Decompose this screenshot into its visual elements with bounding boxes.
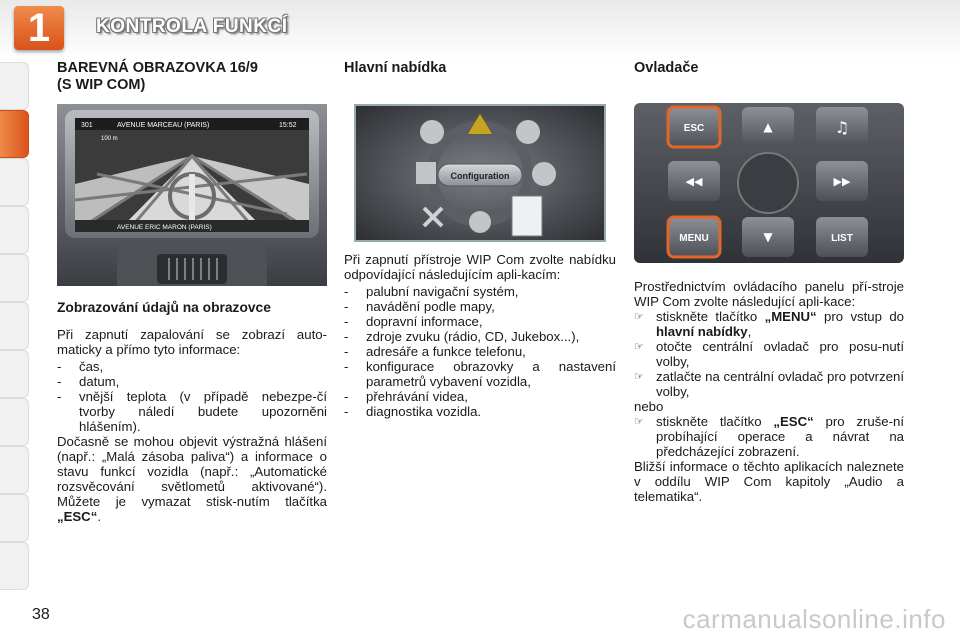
side-tab[interactable] xyxy=(0,302,29,350)
display-photo xyxy=(57,104,327,286)
music-note-icon: ♫ xyxy=(834,118,850,137)
pointer-icon: ☞ xyxy=(634,371,644,383)
pointer-icon: ☞ xyxy=(634,416,644,428)
fast-forward-icon: ▶▶ xyxy=(833,175,851,188)
side-tab[interactable] xyxy=(0,62,29,110)
section-heading-display: BAREVNÁ OBRAZOVKA 16/9 (S WIP COM) xyxy=(57,60,258,93)
paragraph-or: nebo xyxy=(634,399,664,414)
list-item: - navádění podle mapy, xyxy=(344,299,495,314)
paragraph: Prostřednictvím ovládacího panelu pří-stroje WIP Com zvolte následující apli-kace: xyxy=(634,279,904,309)
main-menu-photo xyxy=(354,104,606,242)
side-tab[interactable] xyxy=(0,206,29,254)
subheading-display-info: Zobrazování údajů na obrazovce xyxy=(57,300,271,315)
up-arrow-icon: ▲ xyxy=(763,120,773,134)
chapter-title: KONTROLA FUNKCÍ xyxy=(96,16,288,37)
rewind-icon: ◀◀ xyxy=(685,175,703,188)
chapter-number: 1 xyxy=(27,6,51,50)
paragraph: Dočasně se mohou objevit výstražná hlášení (např.: „Malá zásoba paliva“) a informace o stavu funkcí vozidla (např.: „Automatické rozsvěcování světlometů aktivované“). Můžete je vymazat stisk-nutím tlačítka „ESC“. xyxy=(57,434,327,524)
bullet-item: ☞ stiskněte tlačítko „MENU“ pro vstup do hlavní nabídky, xyxy=(634,309,905,339)
side-tab[interactable] xyxy=(0,254,29,302)
bullet-item: ☞ otočte centrální ovladač pro posu-nutí volby, xyxy=(634,339,904,369)
list-item: - datum, xyxy=(57,374,120,389)
info-list xyxy=(57,359,327,434)
list-item: - čas, xyxy=(57,359,104,374)
list-button-label: LIST xyxy=(831,233,853,244)
paragraph: Při zapnutí přístroje WIP Com zvolte nabídku odpovídající následujícím apli-kacím: xyxy=(344,252,616,282)
column-controls xyxy=(634,60,904,504)
main-menu-illustration xyxy=(354,104,606,242)
esc-button-label: ESC xyxy=(683,123,705,134)
list-item: - palubní navigační systém, xyxy=(344,284,519,299)
list-item: - dopravní informace, xyxy=(344,314,483,329)
section-heading-main-menu: Hlavní nabídka xyxy=(344,60,447,76)
bullet-item: ☞ stiskněte tlačítko „ESC“ pro zruše-ní probíhající operace a návrat na předcházející zobrazení. xyxy=(634,414,904,459)
menu-list xyxy=(344,284,616,419)
side-tab[interactable] xyxy=(0,494,29,542)
side-tab[interactable] xyxy=(0,350,29,398)
list-item: - vnější teplota (v případě nebezpe-čí tvorby náledí budete upozorněni hlášením). xyxy=(57,389,327,434)
list-item: - diagnostika vozidla. xyxy=(344,404,482,419)
side-tab-active[interactable] xyxy=(0,110,29,158)
chapter-badge xyxy=(14,6,64,50)
controls-photo xyxy=(634,103,904,263)
list-item: - konfigurace obrazovky a nastavení parametrů vybavení vozidla, xyxy=(344,359,616,389)
navigation-screen-illustration xyxy=(57,104,327,286)
side-tab[interactable] xyxy=(0,158,29,206)
screen-time: 15:52 xyxy=(279,122,297,129)
page-number: 38 xyxy=(32,606,50,623)
list-item: - zdroje zvuku (rádio, CD, Jukebox...), xyxy=(344,329,580,344)
section-heading-controls: Ovladače xyxy=(634,60,699,76)
down-arrow-icon: ▼ xyxy=(763,230,773,244)
screen-speed: 301 xyxy=(81,122,93,129)
pointer-icon: ☞ xyxy=(634,341,644,353)
pointer-icon: ☞ xyxy=(634,311,644,323)
list-item: - adresáře a funkce telefonu, xyxy=(344,344,526,359)
side-tab[interactable] xyxy=(0,542,29,590)
screen-distance: 100 m xyxy=(101,136,118,142)
menu-center-label: Configuration xyxy=(450,171,510,181)
control-panel-illustration xyxy=(634,103,904,263)
bullet-item: ☞ zatlačte na centrální ovladač pro potvrzení volby, xyxy=(634,369,904,399)
screen-street-bottom: AVENUE ERIC MARON (PARIS) xyxy=(117,224,212,231)
screen-street-top: AVENUE MARCEAU (PARIS) xyxy=(117,122,210,129)
side-tab[interactable] xyxy=(0,398,29,446)
column-display xyxy=(57,60,327,524)
paragraph: Bližší informace o těchto aplikacích naleznete v oddílu WIP Com kapitoly „Audio a telematika“. xyxy=(634,459,904,504)
menu-button-label: MENU xyxy=(679,233,709,244)
side-tab[interactable] xyxy=(0,446,29,494)
footer-watermark: carmanualsonline.info xyxy=(682,604,946,634)
side-tabs xyxy=(0,62,30,582)
paragraph: Při zapnutí zapalování se zobrazí auto-maticky a přímo tyto informace: xyxy=(57,327,327,357)
column-main-menu xyxy=(344,60,616,419)
list-item: - přehrávání videa, xyxy=(344,389,468,404)
